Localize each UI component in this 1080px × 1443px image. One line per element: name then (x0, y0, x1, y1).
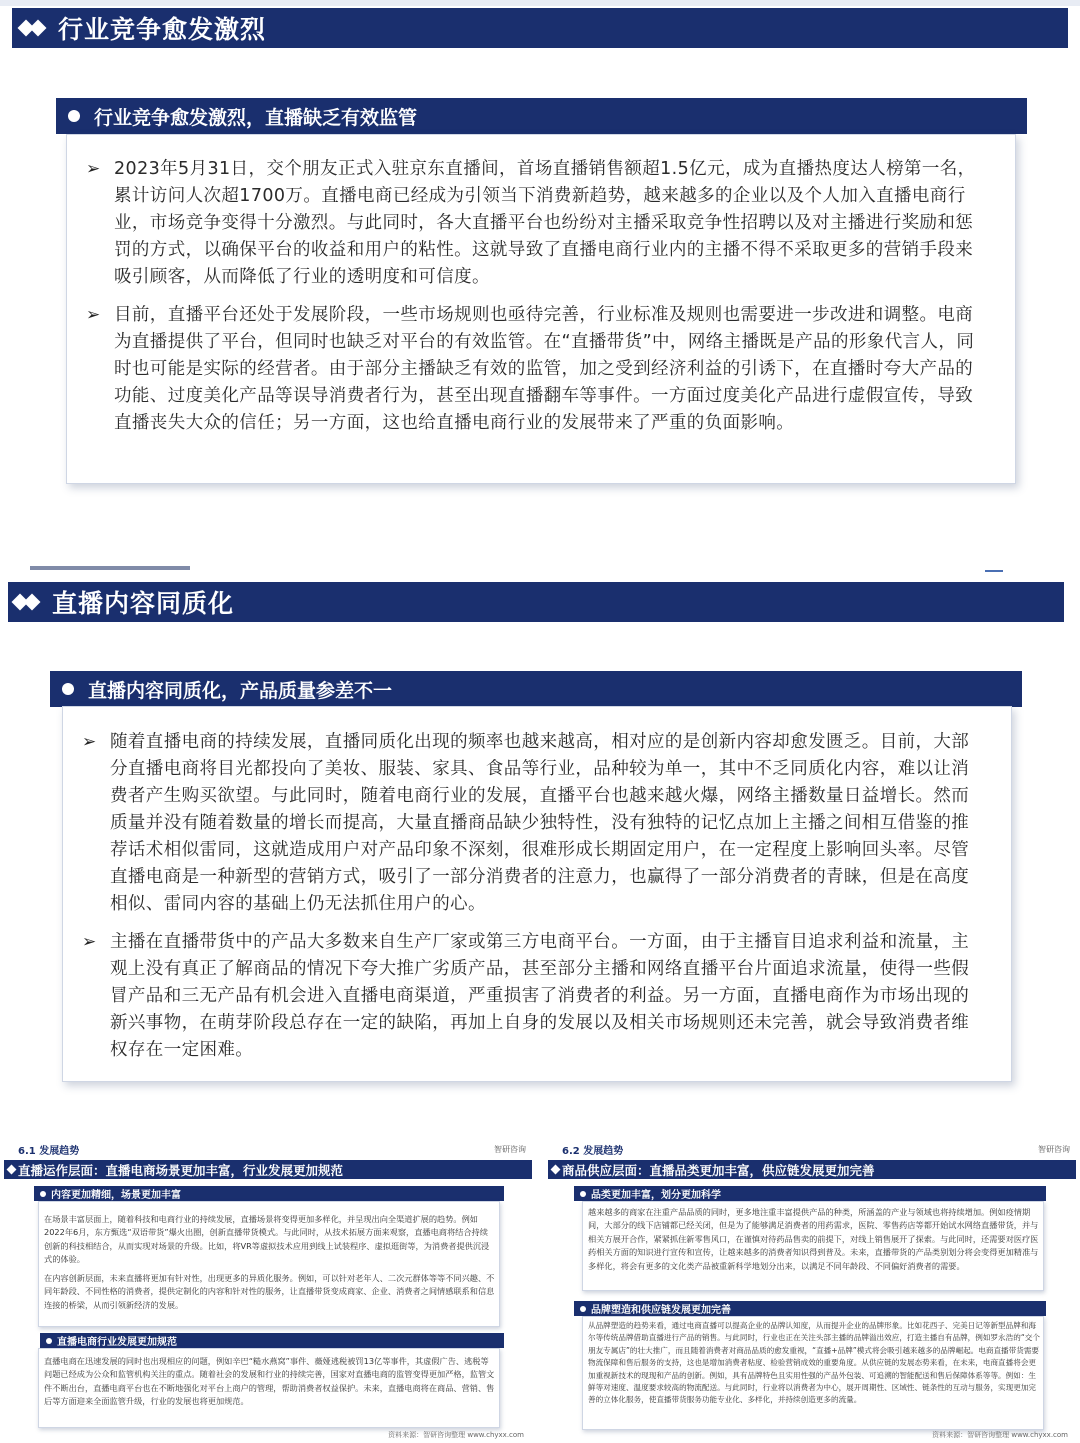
thumb-left-text-1b: 在内容创新层面，未来直播将更加有针对性，出现更多的异质化服务。例如，可以针对老年人、二次元群体等等不同兴趣、不同年龄段、不同性格的消费者，提供定制化的内容和针对性的服务，让直播带货变成商家、企业、消费者之间情感联系和信息连接的桥梁，从而引领新经济的发展。 (44, 1273, 495, 1310)
thumb-left (4, 1140, 532, 1440)
thumb-left-heading-1-text: 内容更加精细，场景更加丰富 (51, 1190, 181, 1201)
logo: 智研咨询 (494, 1144, 526, 1154)
slide2-top-strip (30, 566, 190, 570)
arrow-bullet-icon: ➢ (86, 305, 101, 325)
slide1-title: 行业竞争愈发激烈 (58, 15, 267, 44)
arrow-bullet-icon: ➢ (82, 932, 97, 952)
slide2-section-heading-text: 直播内容同质化，产品质量参差不一 (88, 679, 393, 702)
slide2-title-bar (8, 582, 1064, 622)
slide2-section-heading (50, 671, 1022, 707)
thumb-right-text-1: 越来越多的商家在注重产品品质的同时，更多地注重丰富提供产品的种类，所涵盖的产业与领域也将持续增加。例如疫情期间，大部分的线下店铺都已经关闭，但是为了能够满足消费者的用药需求，医院、零售药店等都开始试水网络直播带货，并与相关方展开合作，紧紧抓住新零售风口，在谨慎对待药品售卖的前提下，对线上销售展开了探索。与此同时，还需要对医疗医药相关方面的知识进行宣传和宣传，让越来越多的消费者知识得到普及。未来，直播带货的产品类别划分将会变得更加精准与多样化，将会有更多的文化类产品被重新科学地划分出来，以满足不同年龄段、不同偏好消费者的需要。 (588, 1207, 1039, 1271)
bullet-dot-icon (68, 110, 80, 122)
thumb-left-heading-1 (34, 1186, 504, 1201)
thumb-left-title-bar (4, 1160, 532, 1179)
slide1-section-heading (56, 98, 1027, 134)
bullet-dot-icon (62, 683, 74, 695)
thumb-left-heading-2 (40, 1333, 504, 1348)
thumb-right-heading-1 (574, 1186, 1046, 1201)
thumb-left-section-label: 6.1 发展趋势 (18, 1145, 80, 1157)
slide1-title-bar (12, 8, 1068, 48)
slide1-paragraph-1-text: 2023年5月31日，交个朋友正式入驻京东直播间，首场直播销售额超1.5亿元，成为直播热度达人榜第一名，累计访问人次超1700万。直播电商已经成为引领当下消费新趋势，越来越多的企业以及个人加入直播电商行业，市场竞争变得十分激烈。与此同时，各大直播平台也纷纷对主播采取竞争性招聘以及对主播进行奖励和惩罚的方式，以确保平台的收益和用户的粘性。这就导致了直播电商行业内的主播不得不采取更多的营销手段来吸引顾客，从而降低了行业的透明度和可信度。 (114, 159, 976, 287)
thumb-left-text-1a: 在场景丰富层面上，随着科技和电商行业的持续发展，直播场景将变得更加多样化，并呈现出向全渠道扩展的趋势。例如2022年6月，东方甄选“双语带货”爆火出圈，创新直播带货模式。与此同时，从技术拓展方面来观察，直播电商将结合持续创新的科技相结合，从而实现对场景的升级。比如，将VR等虚拟技术应用到线上试装程序、虚拟逛街等，为消费者提供沉浸式的体验。 (44, 1214, 490, 1265)
diamond-icon (18, 18, 52, 38)
thumb-right-section-label: 6.2 发展趋势 (562, 1145, 624, 1157)
arrow-bullet-icon: ➢ (82, 732, 97, 752)
slide2-paragraph-1-text: 随着直播电商的持续发展，直播同质化出现的频率也越来越高，相对应的是创新内容却愈发匮乏。目前，大部分直播电商将目光都投向了美妆、服装、家具、食品等行业，品种较为单一，其中不乏同质化内容，难以让消费者产生购买欲望。与此同时，随着电商行业的发展，直播平台也越来越火爆，网络主播数量日益增长。然而质量并没有随着数量的增长而提高，大量直播商品缺少独特性，没有独特的记忆点加上主播之间相互借鉴的推荐话术相似雷同，这就造成用户对产品印象不深刻，很难形成长期固定用户，在一定程度上影响回头率。尽管直播电商是一种新型的营销方式，吸引了一部分消费者的注意力，也赢得了一部分消费者的青睐，但是在高度相似、雷同内容的基础上仍无法抓住用户的心。 (110, 732, 970, 914)
slide2-paragraph-2-text: 主播在直播带货中的产品大多数来自生产厂家或第三方电商平台。一方面，由于主播盲目追求利益和流量，主观上没有真正了解商品的情况下夸大推广劣质产品，甚至部分主播和网络直播平台片面追求流量，使得一些假冒产品和三无产品有机会进入直播电商渠道，严重损害了消费者的利益。另一方面，直播电商作为市场出现的新兴事物，在萌芽阶段总存在一定的缺陷，再加上自身的发展以及相关市场规则还未完善，就会导致消费者维权存在一定困难。 (110, 932, 970, 1060)
slide2-title: 直播内容同质化 (52, 589, 235, 618)
thumb-right-text-2: 从品牌塑造的趋势来看，通过电商直播可以提高企业的品牌认知度，从而提升企业的品牌形象。比如花西子、完美日记等新型品牌和海尔等传统品牌借助直播进行产品的销售。与此同时，行业也正在关注头部主播的品牌溢出效应，打造主播自有品牌，例如罗永浩的“交个朋友专属店”的壮大推广，而且随着消费者对商品品质的愈发重视，“直播+品牌”模式将会吸引越来越多的品牌崛起。电商直播带货需要物流保障和售后服务的支持，这也是增加消费者粘度、检验营销成效的重要角度。从供应链的发展态势来看，在未来，电商直播将会更加重视新技术的现现和产品的创新。例如，具有品牌特色且实用性强的产品外包装、可追溯的智能配送和售后保障体系等等。例如：生鲜等对速度、温度要求较高的物流配送。与此同时，行业将以消费者为中心，展开周期性、区域性、链条性的互动与服务，实现更加完善的立体化服务，使直播带货服务功能专业化、多样化，并持续创造更多的流量。 (588, 1321, 1040, 1405)
slide2-top-mark (985, 570, 1003, 572)
thumb-left-header (4, 1140, 532, 1158)
bullet-dot-icon (40, 1191, 46, 1197)
diamond-icon (551, 1165, 561, 1175)
thumb-right-heading-1-text: 品类更加丰富，划分更加科学 (591, 1190, 721, 1201)
thumb-right (548, 1140, 1076, 1440)
slide2-paragraph-2 (82, 929, 987, 1064)
logo: 智研咨询 (1038, 1144, 1070, 1154)
thumb-left-text-2: 直播电商在迅速发展的同时也出现相应的问题，例如辛巴“糙水燕窝”事件、薇娅逃税被罚13亿等事件，其虚假广告、逃税等问题已经成为公众和监管机构关注的重点。随着社会的发展和行业的持续完善，国家对直播电商的监管变得更加严格，监管文件不断出台，直播电商平台也在不断地强化对平台上商户的管理，帮助消费者权益保护。未来，直播电商将在商品、营销、售后等方面迎来全面监管升级，行业的发展也将更加规范。 (44, 1356, 495, 1407)
bullet-dot-icon (580, 1306, 586, 1312)
diamond-icon (7, 1165, 17, 1175)
slide1-paragraph-1 (86, 156, 986, 291)
thumb-right-title-bar (548, 1160, 1076, 1179)
thumb-left-footer: 资料来源：智研咨询整理 www.chyxx.com (388, 1431, 524, 1439)
slide1-top-strip (0, 0, 1080, 6)
slide2-paragraph-1 (82, 729, 987, 918)
slide1-paragraph-2-text: 目前，直播平台还处于发展阶段，一些市场规则也亟待完善，行业标准及规则也需要进一步改进和调整。电商为直播提供了平台，但同时也缺乏对平台的有效监管。在“直播带货”中，网络主播既是产品的形象代言人，同时也可能是实际的经营者。由于部分主播缺乏有效的监管，加之受到经济利益的引诱下，在直播时夸大产品的功能、过度美化产品等误导消费者行为，甚至出现直播翻车等事件。一方面过度美化产品进行虚假宣传，导致直播丧失大众的信任；另一方面，这也给直播电商行业的发展带来了严重的负面影响。 (114, 305, 975, 433)
thumb-right-heading-2 (574, 1301, 1046, 1316)
bullet-dot-icon (580, 1191, 586, 1197)
bullet-dot-icon (46, 1338, 52, 1344)
arrow-bullet-icon: ➢ (86, 159, 101, 179)
thumb-left-title: 直播运作层面：直播电商场景更加丰富，行业发展更加规范 (18, 1162, 344, 1178)
slide1-section-heading-text: 行业竞争愈发激烈，直播缺乏有效监管 (94, 106, 418, 129)
thumb-right-heading-2-text: 品牌塑造和供应链发展更加完善 (591, 1305, 731, 1316)
thumb-right-header (548, 1140, 1076, 1158)
slide1-paragraph-2 (86, 302, 986, 437)
diamond-icon (12, 592, 46, 612)
thumb-right-title: 商品供应层面：直播品类更加丰富，供应链发展更加完善 (562, 1162, 875, 1178)
thumb-left-heading-2-text: 直播电商行业发展更加规范 (57, 1337, 177, 1348)
thumb-right-footer: 资料来源：智研咨询整理 www.chyxx.com (932, 1431, 1068, 1439)
